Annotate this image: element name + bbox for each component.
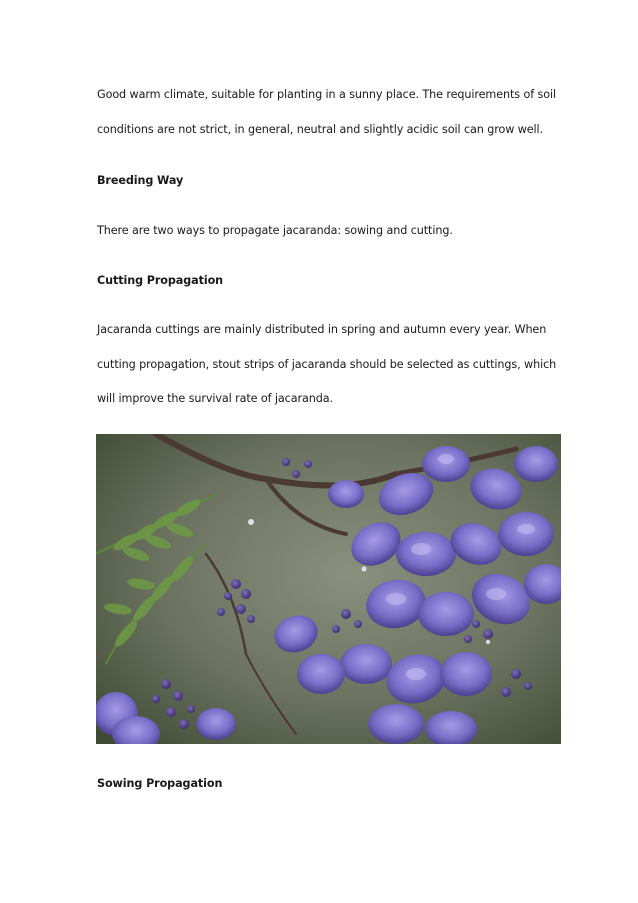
jacaranda-illustration (96, 434, 561, 744)
paragraph-breeding-text: There are two ways to propagate jacaranda: sowing and cutting. (97, 224, 453, 237)
paragraph-cutting-line-1: Jacaranda cuttings are mainly distributed in spring and autumn every year. When (97, 323, 547, 336)
paragraph-climate-line-1: Good warm climate, suitable for planting in a sunny place. The requirements of soil (97, 88, 557, 101)
paragraph-climate-line-2: conditions are not strict, in general, neutral and slightly acidic soil can grow well. (97, 123, 544, 136)
heading-breeding-way: Breeding Way (97, 174, 184, 187)
paragraph-cutting-line-2: cutting propagation, stout strips of jacaranda should be selected as cuttings, which (97, 358, 557, 371)
paragraph-cutting-line-3: will improve the survival rate of jacaranda. (97, 392, 333, 405)
heading-sowing-propagation: Sowing Propagation (97, 777, 223, 790)
heading-cutting-propagation: Cutting Propagation (97, 274, 224, 287)
jacaranda-photo (96, 434, 561, 744)
